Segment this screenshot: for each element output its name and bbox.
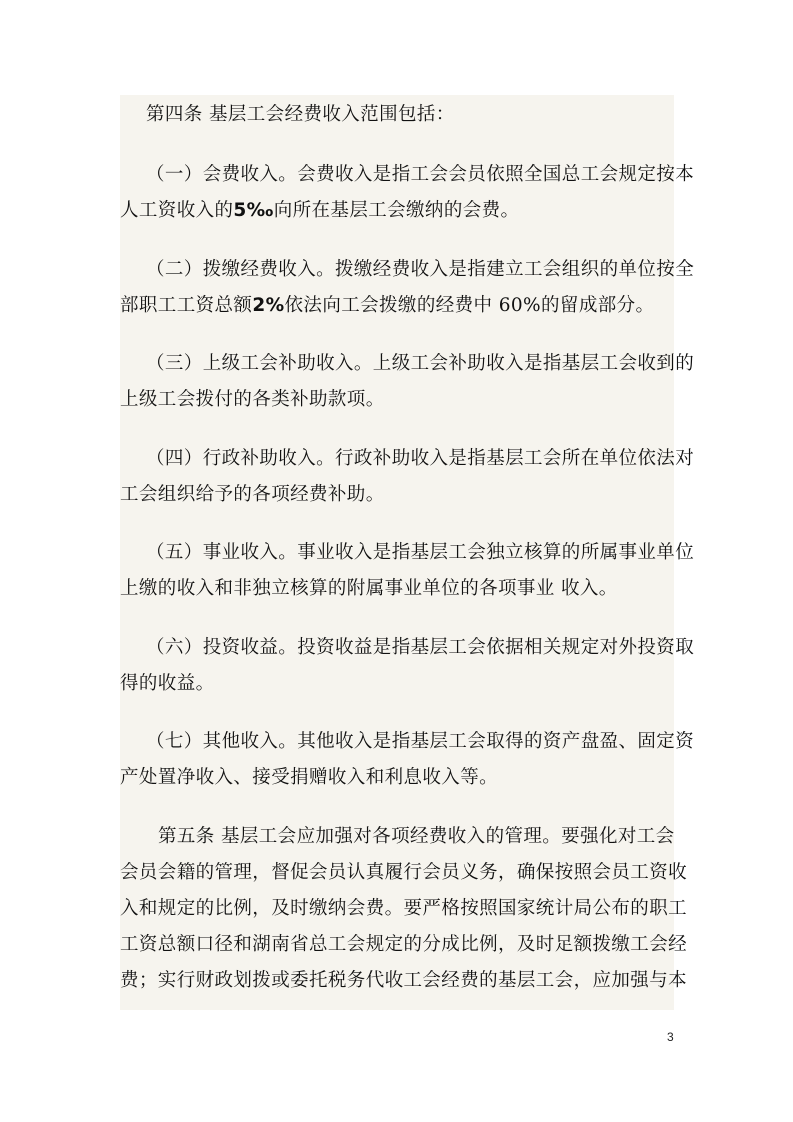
item2-text-c: 依法向工会拨缴的经费中 60%的留成部分。 <box>284 295 655 316</box>
item4-line1: （四）行政补助收入。行政补助收入是指基层工会所在单位依法对 <box>146 448 695 469</box>
item7-line1: （七）其他收入。其他收入是指基层工会取得的资产盘盈、固定资 <box>146 731 695 752</box>
item3-line1: （三）上级工会补助收入。上级工会补助收入是指基层工会收到的 <box>146 353 695 374</box>
item2-rate: 2% <box>252 295 285 316</box>
item1-line2 <box>120 199 674 223</box>
item6-line1: （六）投资收益。投资收益是指基层工会依据相关规定对外投资取 <box>146 637 695 658</box>
item2-line2 <box>120 294 674 318</box>
article5-line2: 会员会籍的管理，督促会员认真履行会员义务，确保按照会员工资收 <box>120 862 688 883</box>
item5-line2: 上缴的收入和非独立核算的附属事业单位的各项事业 收入。 <box>120 578 618 599</box>
item1-text-a: 人工资收入的 <box>120 200 234 221</box>
item1-rate: 5‰ <box>233 200 274 221</box>
item1-line1: （一）会费收入。会费收入是指工会会员依照全国总工会规定按本 <box>146 164 695 185</box>
item3-line2: 上级工会拨付的各类补助款项。 <box>120 389 385 410</box>
item7-line2: 产处置净收入、接受捐赠收入和利息收入等。 <box>120 767 499 788</box>
text-body <box>120 95 695 1010</box>
item1-text-c: 向所在基层工会缴纳的会费。 <box>273 200 520 221</box>
item2-text-a: 部职工工资总额 <box>120 295 253 316</box>
article5-line4: 工资总额口径和湖南省总工会规定的分成比例，及时足额拨缴工会经 <box>120 934 688 955</box>
article5-line1: 第五条 基层工会应加强对各项经费收入的管理。要强化对工会 <box>158 826 675 847</box>
item5-line1: （五）事业收入。事业收入是指基层工会独立核算的所属事业单位 <box>146 542 695 563</box>
article5-line3: 入和规定的比例，及时缴纳会费。要严格按照国家统计局公布的职工 <box>120 898 688 919</box>
page-number: 3 <box>667 1030 674 1044</box>
article4-heading: 第四条 基层工会经费收入范围包括： <box>146 104 455 125</box>
item4-line2: 工会组织给予的各项经费补助。 <box>120 484 385 505</box>
article5-line5: 费；实行财政划拨或委托税务代收工会经费的基层工会，应加强与本 <box>120 970 688 991</box>
item6-line2: 得的收益。 <box>120 673 215 694</box>
item2-line1: （二）拨缴经费收入。拨缴经费收入是指建立工会组织的单位按全 <box>146 259 695 280</box>
